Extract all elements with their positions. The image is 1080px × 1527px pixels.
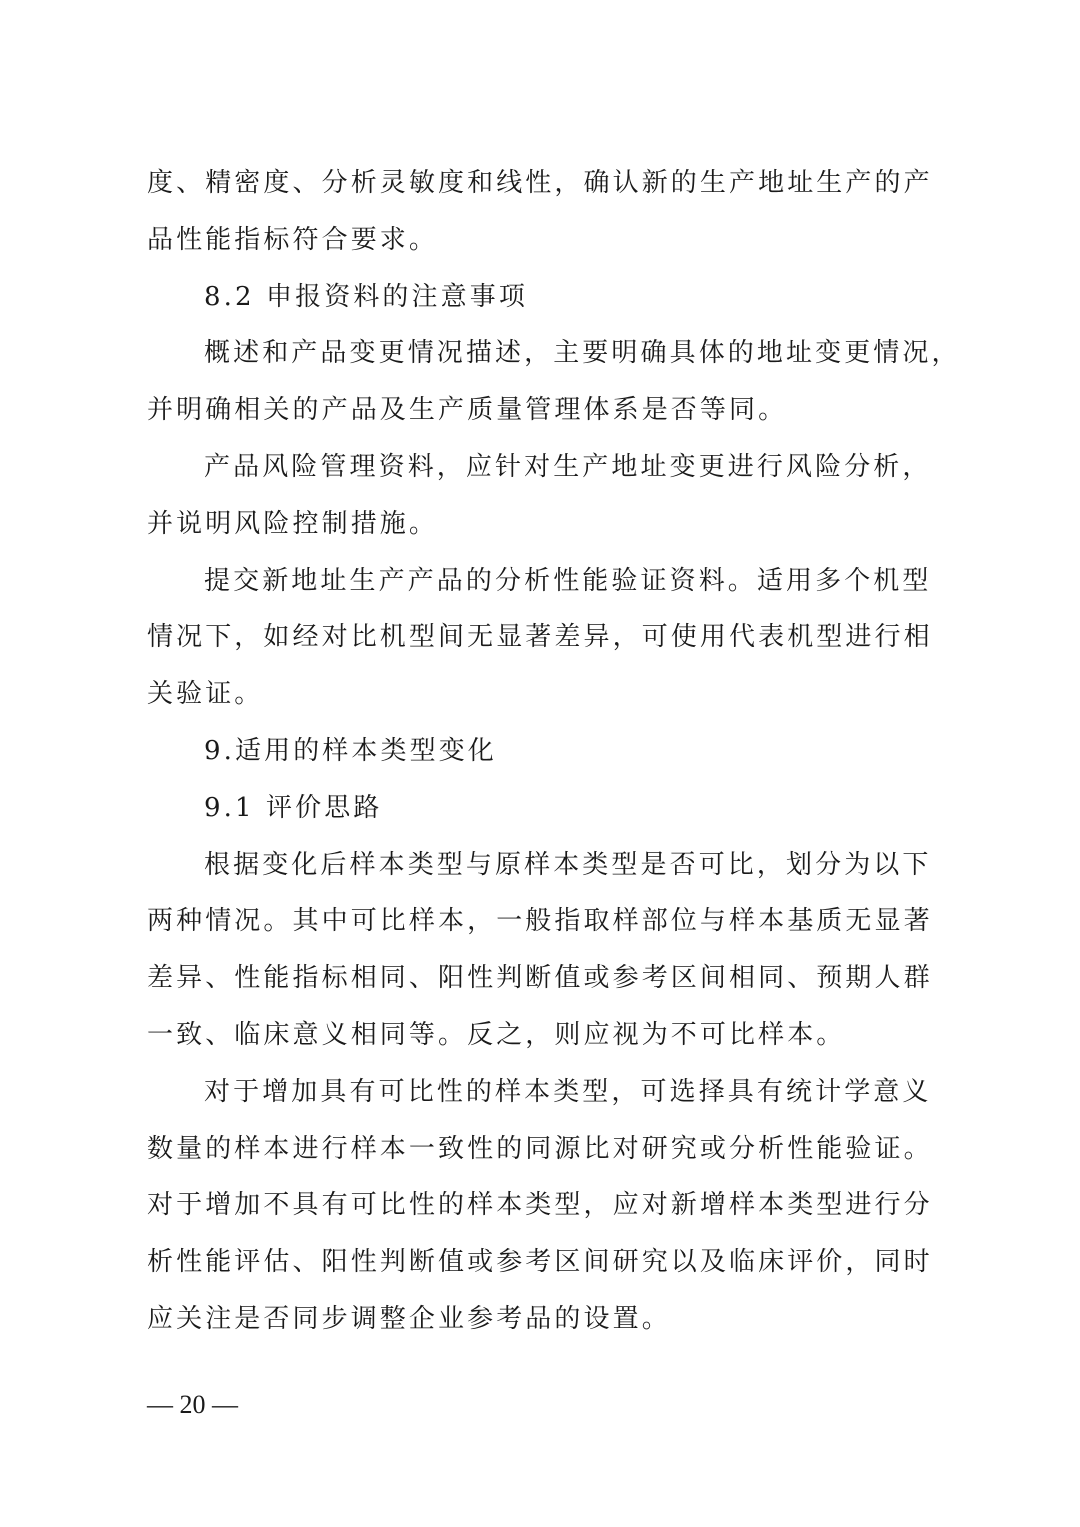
section-heading: 8.2 申报资料的注意事项 xyxy=(204,281,528,312)
text-line: 差异、性能指标相同、阳性判断值或参考区间相同、预期人群 xyxy=(147,963,933,994)
text-line: 数量的样本进行样本一致性的同源比对研究或分析性能验证。 xyxy=(147,1133,933,1164)
text-line: 概述和产品变更情况描述，主要明确具体的地址变更情况， xyxy=(204,338,961,369)
text-line: 品性能指标符合要求。 xyxy=(147,224,439,255)
text-line: 并说明风险控制措施。 xyxy=(147,508,439,539)
body-text xyxy=(147,155,961,1348)
text-line: 一致、临床意义相同等。反之，则应视为不可比样本。 xyxy=(147,1019,846,1050)
text-line: 应关注是否同步调整企业参考品的设置。 xyxy=(147,1303,671,1334)
text-line: 并明确相关的产品及生产质量管理体系是否等同。 xyxy=(147,395,788,426)
text-line: 对于增加不具有可比性的样本类型，应对新增样本类型进行分 xyxy=(147,1190,933,1221)
text-line: 关验证。 xyxy=(147,679,264,710)
text-line: 度、精密度、分析灵敏度和线性，确认新的生产地址生产的产 xyxy=(147,168,933,198)
text-line: 情况下，如经对比机型间无显著差异，可使用代表机型进行相 xyxy=(147,622,933,653)
text-line: 提交新地址生产产品的分析性能验证资料。适用多个机型 xyxy=(204,565,932,596)
text-line: 产品风险管理资料，应针对生产地址变更进行风险分析， xyxy=(204,451,932,482)
text-line: 根据变化后样本类型与原样本类型是否可比，划分为以下 xyxy=(204,849,932,880)
text-line: 析性能评估、阳性判断值或参考区间研究以及临床评价，同时 xyxy=(147,1247,933,1278)
section-heading: 9.适用的样本类型变化 xyxy=(204,735,497,766)
section-heading: 9.1 评价思路 xyxy=(204,792,383,823)
text-line: 对于增加具有可比性的样本类型，可选择具有统计学意义 xyxy=(204,1076,932,1107)
page-number: — 20 — xyxy=(147,1390,238,1419)
text-line: 两种情况。其中可比样本，一般指取样部位与样本基质无显著 xyxy=(147,906,933,937)
